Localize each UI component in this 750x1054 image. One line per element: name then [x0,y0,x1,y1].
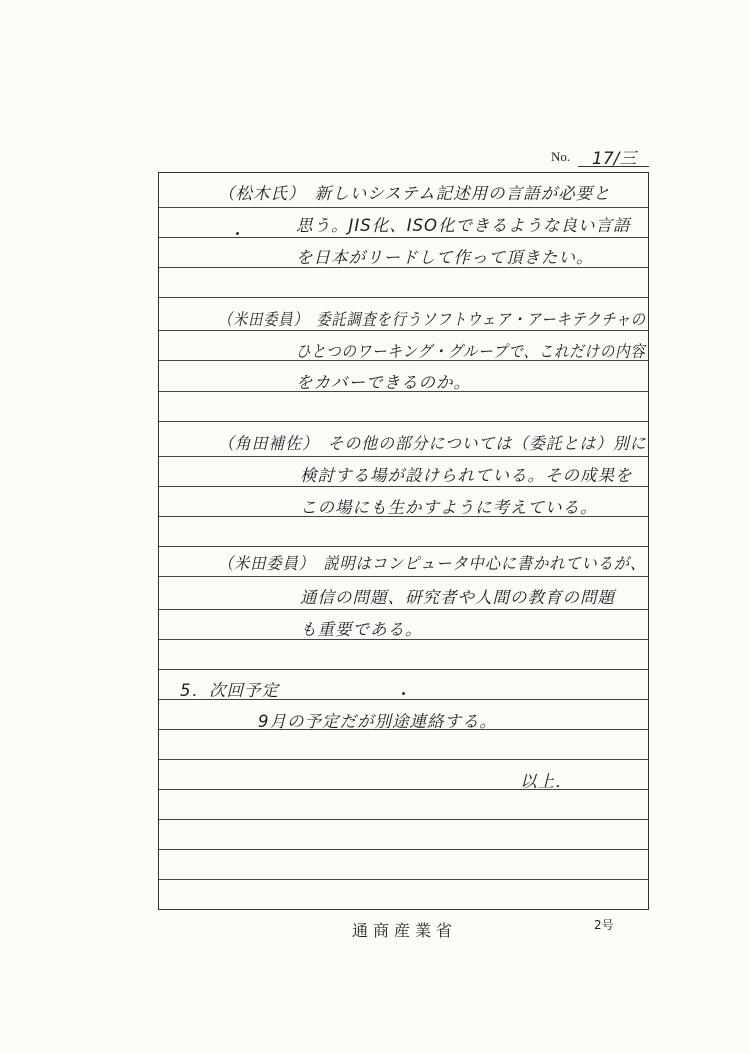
minutes-line: も重要である。 [300,620,423,639]
minutes-line: （米田委員） 説明はコンピュータ中心に書かれているが、 [218,554,647,573]
ruled-line [159,789,648,790]
minutes-line: （松木氏） 新しいシステム記述用の言語が必要と [218,184,611,203]
ruled-line [159,849,648,850]
ruled-line [159,669,648,670]
closing-mark: 以上． [520,772,573,791]
ministry-name: 通商産業省 [352,921,458,940]
minutes-line: 思う。JIS化、ISO化できるような良い言語 [296,216,631,235]
ruled-line [159,486,648,487]
minutes-line: この場にも生かすように考えている。 [300,498,598,517]
minutes-line: 検討する場が設けられている。その成果を [300,466,633,485]
page-number-label: No. [551,149,571,164]
minutes-line: 9月の予定だが別途連絡する。 [258,712,497,731]
ruled-line [159,546,648,547]
ruled-line [159,237,648,238]
page-number-value: 17/三 [592,149,637,169]
ruled-line [159,576,648,577]
minutes-line: を日本がリードして作って頂きたい。 [296,248,594,267]
ruled-line [159,330,648,331]
stray-mark [236,232,239,235]
ruled-line [159,609,648,610]
minutes-line: をカバーできるのか。 [296,373,471,392]
ruled-line [159,207,648,208]
page-number-underline [578,166,649,167]
section-heading: 5．次回予定 [180,681,279,700]
ruled-line [159,759,648,760]
ruled-line [159,297,648,298]
form-number: 2号 [594,918,614,932]
ruled-line [159,456,648,457]
ruled-line [159,421,648,422]
minutes-line: （角田補佐） その他の部分については（委託とは）別に [218,434,647,453]
stray-mark [402,692,405,695]
minutes-line: （米田委員） 委託調査を行うソフトウェア・アーキテクチャの [218,310,646,329]
ruled-line [159,819,648,820]
minutes-line: 通信の問題、研究者や人間の教育の問題 [300,588,615,607]
minutes-line: ひとつのワーキング・グループで、これだけの内容 [296,342,646,361]
ruled-line [159,879,648,880]
ruled-sheet [158,172,649,910]
